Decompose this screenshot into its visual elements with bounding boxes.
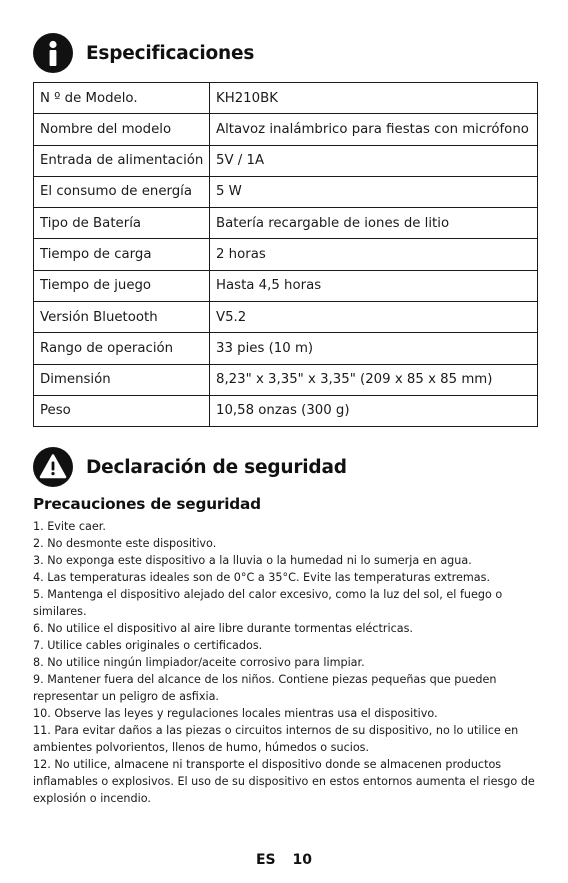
precautions-list xyxy=(33,518,543,807)
spec-row xyxy=(34,145,538,176)
spec-label: El consumo de energía xyxy=(34,176,210,207)
spec-label: Nombre del modelo xyxy=(34,114,210,145)
spec-value: V5.2 xyxy=(210,302,538,333)
precaution-item: 8. No utilice ningún limpiador/aceite corrosivo para limpiar. xyxy=(33,656,365,669)
spec-row xyxy=(34,270,538,301)
spec-value: KH210BK xyxy=(210,83,538,114)
spec-label: Versión Bluetooth xyxy=(34,302,210,333)
spec-row xyxy=(34,333,538,364)
spec-value: 5V / 1A xyxy=(210,145,538,176)
precaution-item: 3. No exponga este dispositivo a la lluvia o la humedad ni lo sumerja en agua. xyxy=(33,554,472,567)
precautions-subtitle: Precauciones de seguridad xyxy=(33,495,261,513)
spec-row xyxy=(34,364,538,395)
spec-value: Batería recargable de iones de litio xyxy=(210,208,538,239)
specifications-heading xyxy=(33,33,254,73)
spec-row xyxy=(34,176,538,207)
page-number: 10 xyxy=(292,852,312,868)
spec-value: Hasta 4,5 horas xyxy=(210,270,538,301)
spec-row xyxy=(34,83,538,114)
precaution-item: 10. Observe las leyes y regulaciones locales mientras usa el dispositivo. xyxy=(33,707,438,720)
precaution-item: 6. No utilice el dispositivo al aire libre durante tormentas eléctricas. xyxy=(33,622,413,635)
spec-value: 10,58 onzas (300 g) xyxy=(210,395,538,426)
spec-label: Peso xyxy=(34,395,210,426)
spec-value: 8,23" x 3,35" x 3,35" (209 x 85 x 85 mm) xyxy=(210,364,538,395)
spec-value: 5 W xyxy=(210,176,538,207)
spec-row xyxy=(34,302,538,333)
warning-icon xyxy=(33,447,73,487)
spec-value: 33 pies (10 m) xyxy=(210,333,538,364)
spec-label: Tiempo de carga xyxy=(34,239,210,270)
spec-value: Altavoz inalámbrico para fiestas con micrófono xyxy=(210,114,538,145)
spec-row xyxy=(34,208,538,239)
specifications-table xyxy=(33,82,538,427)
spec-label: Dimensión xyxy=(34,364,210,395)
safety-title: Declaración de seguridad xyxy=(86,456,347,478)
language-code: ES xyxy=(255,852,276,868)
precaution-item: 2. No desmonte este dispositivo. xyxy=(33,537,217,550)
spec-row xyxy=(34,395,538,426)
precaution-item: 12. No utilice, almacene ni transporte el dispositivo donde se almacenen productos inflamables o explosivos. El uso de su dispositivo en estos entornos aumenta el riesgo de explosión o incendio. xyxy=(33,758,535,805)
info-icon xyxy=(33,33,73,73)
precaution-item: 9. Mantener fuera del alcance de los niños. Contiene piezas pequeñas que pueden representar un peligro de asfixia. xyxy=(33,673,497,703)
precaution-item: 7. Utilice cables originales o certificados. xyxy=(33,639,263,652)
spec-value: 2 horas xyxy=(210,239,538,270)
spec-label: Tiempo de juego xyxy=(34,270,210,301)
precaution-item: 1. Evite caer. xyxy=(33,520,106,533)
precaution-item: 5. Mantenga el dispositivo alejado del calor excesivo, como la luz del sol, el fuego o similares. xyxy=(33,588,503,618)
spec-label: Entrada de alimentación xyxy=(34,145,210,176)
precaution-item: 4. Las temperaturas ideales son de 0°C a 35°C. Evite las temperaturas extremas. xyxy=(33,571,491,584)
spec-label: N º de Modelo. xyxy=(34,83,210,114)
specifications-title: Especificaciones xyxy=(86,42,255,64)
safety-heading xyxy=(33,447,347,487)
spec-label: Rango de operación xyxy=(34,333,210,364)
spec-label: Tipo de Batería xyxy=(34,208,210,239)
page-footer xyxy=(0,852,568,868)
precaution-item: 11. Para evitar daños a las piezas o circuitos internos de su dispositivo, no lo utilice en ambientes polvorientos, llenos de humo, húmedos o sucios. xyxy=(33,724,519,754)
spec-row xyxy=(34,114,538,145)
spec-row xyxy=(34,239,538,270)
